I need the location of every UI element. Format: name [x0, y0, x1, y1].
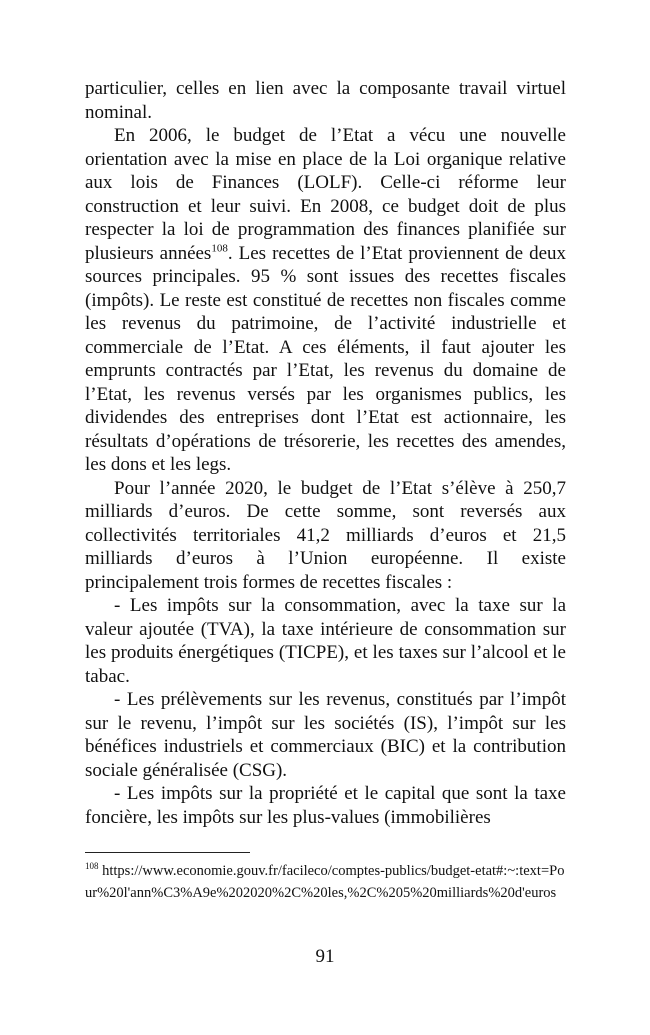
paragraph-lolf [85, 124, 566, 477]
paragraph-lolf-text-end: . Les recettes de l’Etat proviennent de deux sources principales. 95 % sont issues des recettes fiscales (impôts). Le reste est constitué de recettes non fiscales comme les revenus du patrimoine, de l’activité industrielle et commerciale de l’Etat. A ces éléments, il faut ajouter les emprunts contractés par l’Etat, les revenus du domaine de l’Etat, les revenus versés par les organismes publics, les dividendes des entreprises dont l’Etat est actionnaire, les résultats d’opérations de trésorerie, les recettes des amendes, les dons et les legs. [85, 242, 566, 475]
page-number: 91 [315, 946, 335, 967]
footnote-separator [85, 852, 250, 853]
list-item-consumption-taxes: - Les impôts sur la consommation, avec la taxe sur la valeur ajoutée (TVA), la taxe intérieure de consommation sur les produits énergétiques (TICPE), et les taxes sur l’alcool et le tabac. [85, 595, 566, 687]
footnote-link[interactable]: https://www.economie.gouv.fr/facileco/comptes-publics/budget-etat#:~:text=Pour%20l'ann%C3%A9e%202020%2C%20les,%2C%205%20milliards%20d'euros [85, 863, 565, 901]
paragraph-continuation: particulier, celles en lien avec la composante travail virtuel nominal. [85, 78, 566, 123]
list-item-property-taxes: - Les impôts sur la propriété et le capital que sont la taxe foncière, les impôts sur les plus-values (immobilières [85, 783, 566, 828]
paragraph-budget-2020: Pour l’année 2020, le budget de l’Etat s’élève à 250,7 milliards d’euros. De cette somme, sont reversés aux collectivités territoriales 41,2 milliards d’euros et 21,5 milliards d’euros à l’Union européenne. Il existe principalement trois formes de recettes fiscales : [85, 477, 566, 593]
footnote-reference[interactable]: 108 [211, 242, 228, 255]
page-body [85, 77, 566, 829]
footnote-number: 108 [85, 861, 99, 872]
footnote [85, 860, 566, 904]
main-text [85, 77, 566, 829]
list-item-income-levies: - Les prélèvements sur les revenus, constitués par l’impôt sur le revenu, l’impôt sur les sociétés (IS), l’impôt sur les bénéfices industriels et commerciaux (BIC) et la contribution sociale généralisée (CSG). [85, 689, 566, 781]
paragraph-lolf-text-start: En 2006, le budget de l’Etat a vécu une nouvelle orientation avec la mise en place de la Loi organique relative aux lois de Finances (LOLF). Celle-ci réforme leur construction et leur suivi. En 2008, ce budget doit de plus respecter la loi de programmation des finances planifiée sur plusieurs années [85, 125, 566, 264]
